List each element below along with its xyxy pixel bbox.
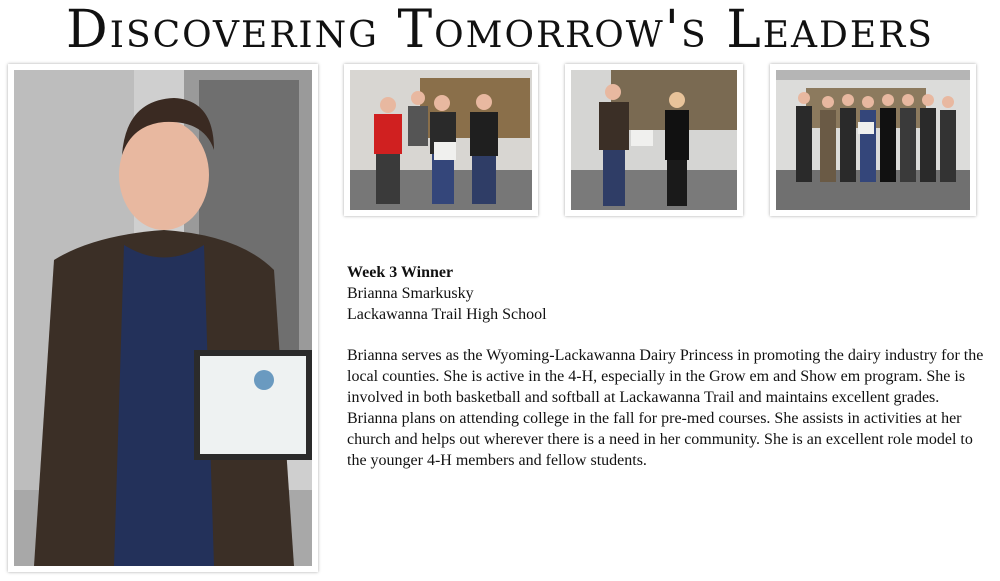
winner-portrait-photo [8, 64, 318, 572]
winner-school: Lackawanna Trail High School [347, 306, 547, 323]
award-presentation-photo [565, 64, 743, 216]
winner-name: Brianna Smarkusky [347, 285, 474, 302]
group-photo-2 [770, 64, 976, 216]
week-heading: Week 3 Winner [347, 264, 454, 281]
winner-description: Brianna serves as the Wyoming-Lackawanna Dairy Princess in promoting the dairy industry for the local counties. She is active in the 4-H, especially in the Grow em and Show em program. She is involved in both basketball and softball at Lackawanna Trail and maintains excellent grades. Brianna plans on attending college in the fall for pre-med courses. She assists in activities at her church and helps out wherever there is a need in her community. She is an excellent role model to the younger 4-H members and fellow students. [347, 347, 984, 469]
page-title: Discovering Tomorrow's Leaders [66, 0, 934, 60]
winner-info [347, 262, 992, 325]
group-photo-1 [344, 64, 538, 216]
